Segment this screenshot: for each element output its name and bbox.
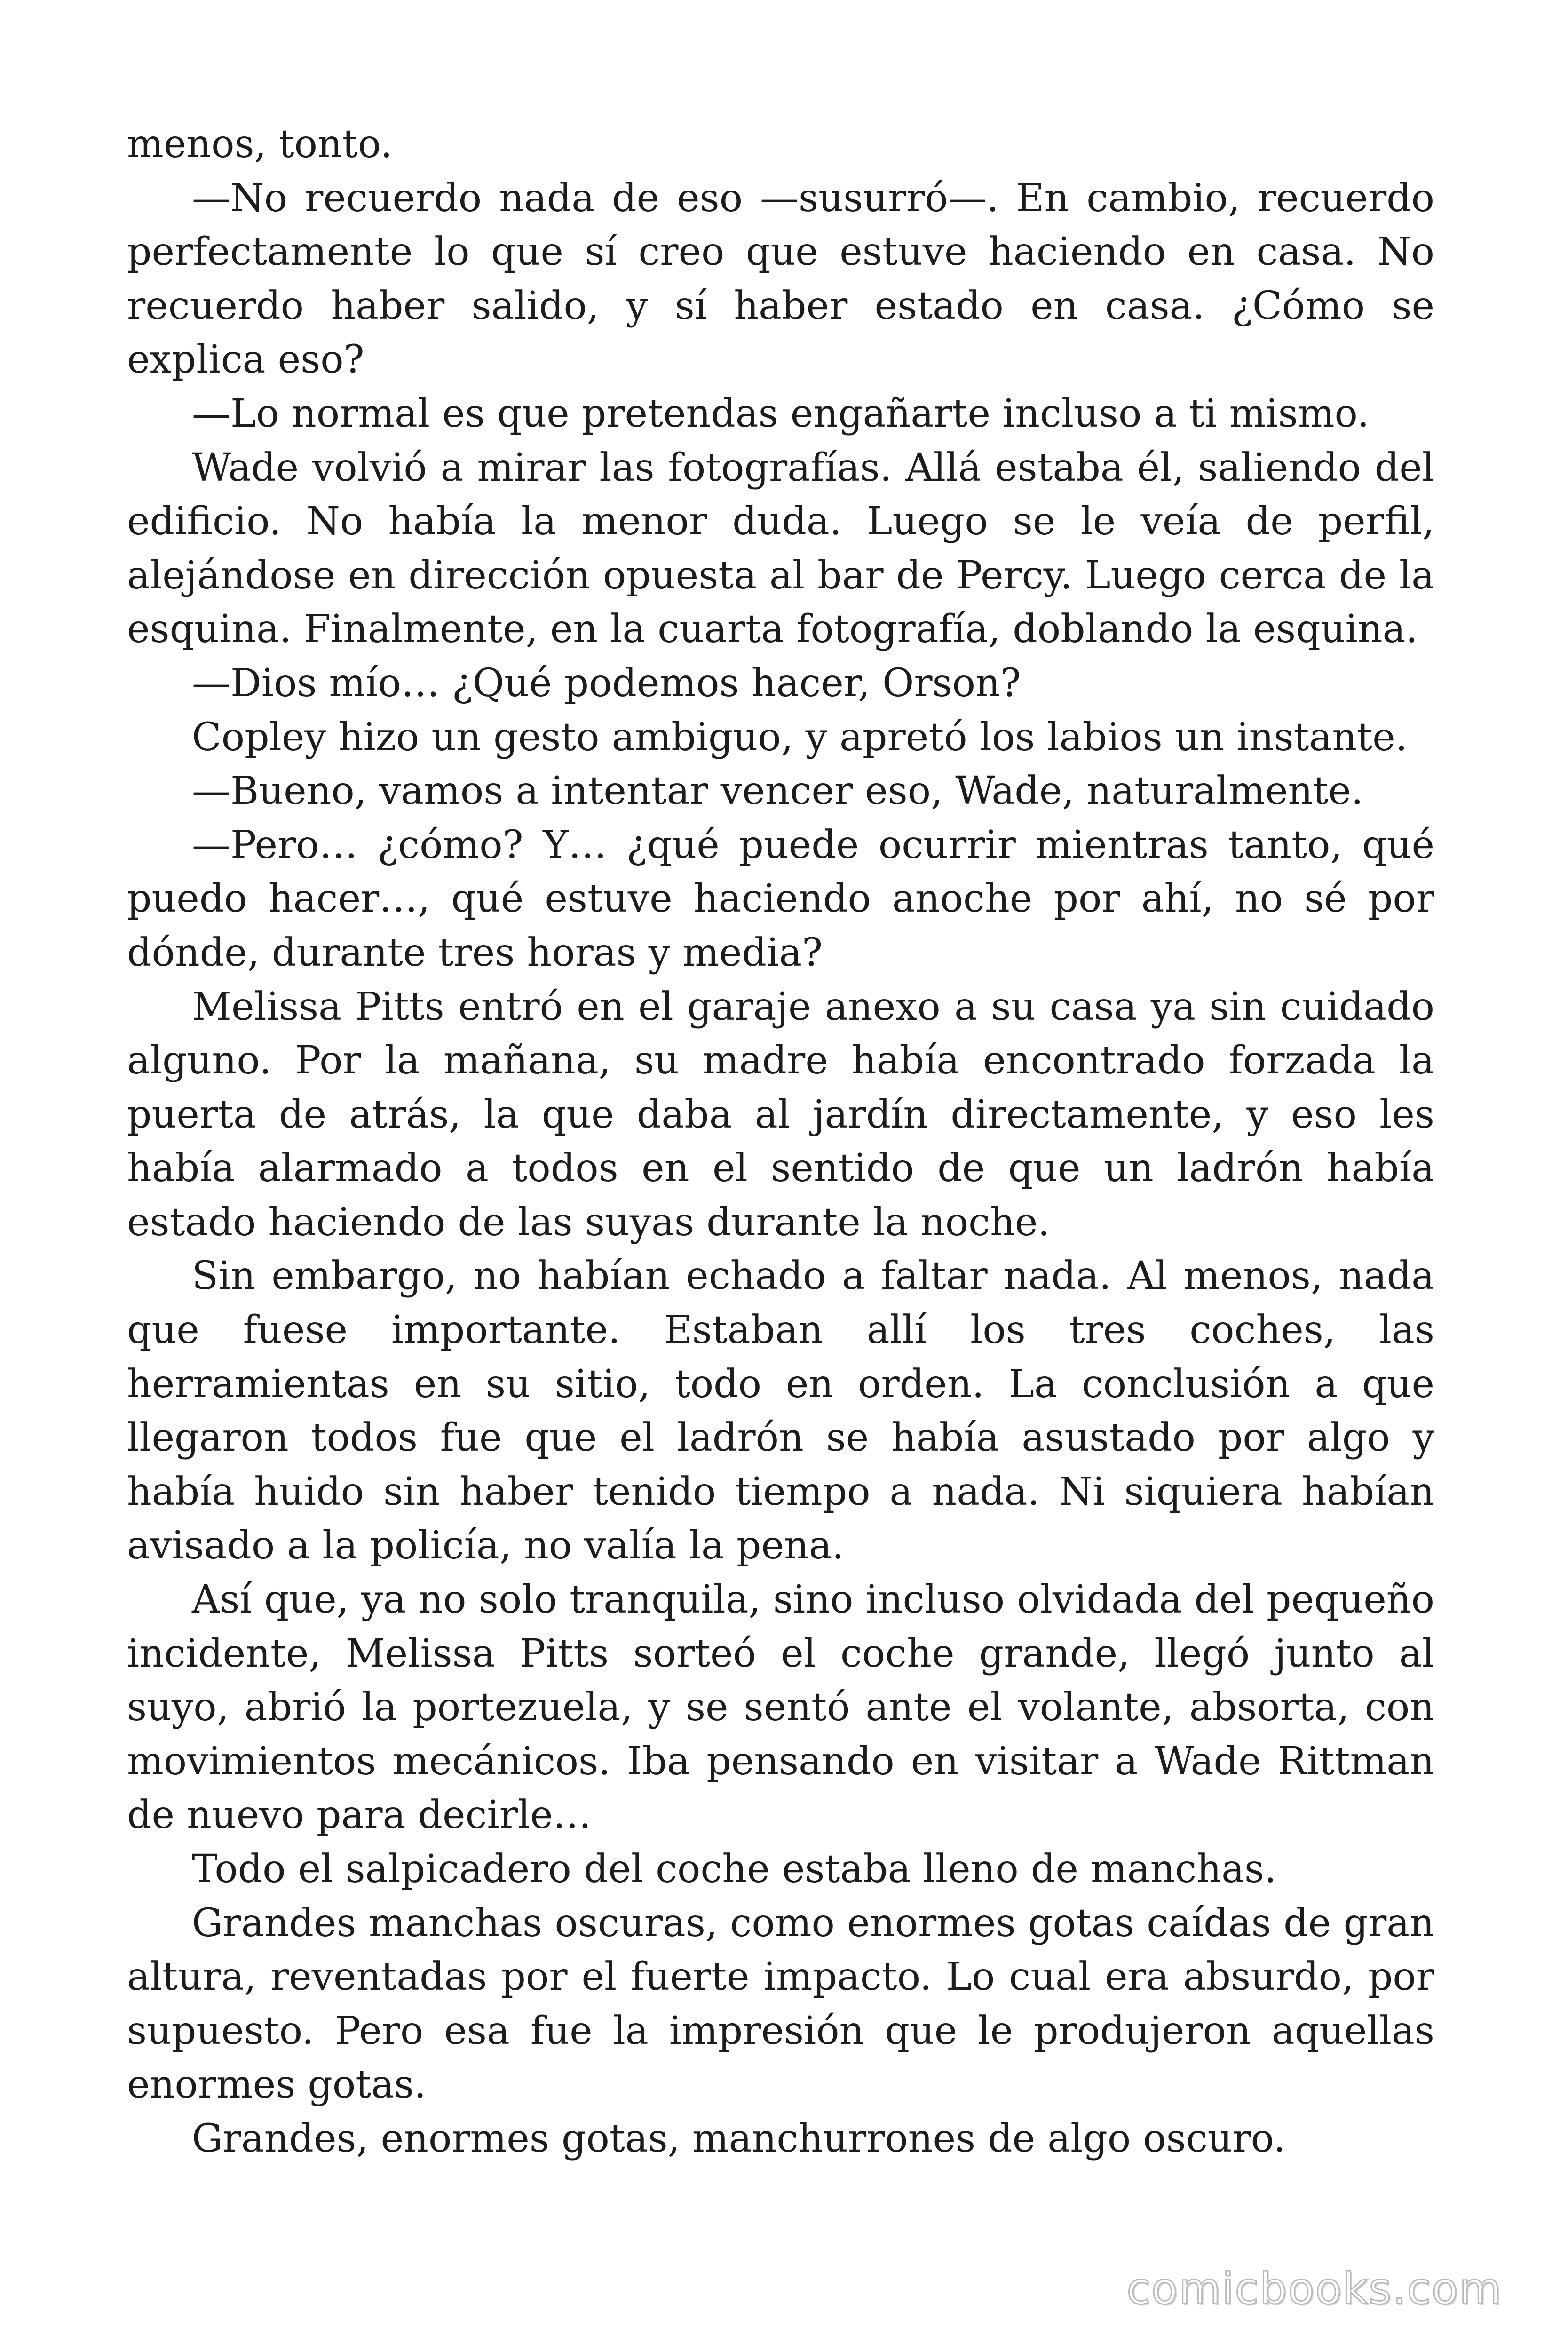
paragraph: Así que, ya no solo tranquila, sino incluso olvidada del pequeño incidente, Melissa Pitts sorteó el coche grande, llegó junto al suyo, abrió la portezuela, y se sentó ante el volante, absorta, con movimientos mecánicos. Iba pensando en visitar a Wade Rittman de nuevo para decirle… — [127, 1577, 1434, 1838]
paragraph: Todo el salpicadero del coche estaba lleno de manchas. — [192, 1847, 1277, 1891]
paragraph: Wade volvió a mirar las fotografías. Allá estaba él, saliendo del edificio. No había la menor duda. Luego se le veía de perfil, alejándose en dirección opuesta al bar de Percy. Luego cerca de la esquina. Finalmente, en la cuarta fotografía, doblando la esquina. — [127, 445, 1434, 652]
paragraph: —Bueno, vamos a intentar vencer eso, Wade, naturalmente. — [192, 769, 1363, 814]
paragraph: Melissa Pitts entró en el garaje anexo a su casa ya sin cuidado alguno. Por la mañana, su madre había encontrado forzada la puerta de atrás, la que daba al jardín directamente, y eso les había alarmado a todos en el sentido de que un ladrón había estado haciendo de las suyas durante la noche. — [127, 984, 1434, 1245]
paragraph: menos, tonto. — [127, 122, 393, 167]
paragraph: —Pero… ¿cómo? Y… ¿qué puede ocurrir mientras tanto, qué puedo hacer…, qué estuve haciendo anoche por ahí, no sé por dónde, durante tres horas y media? — [127, 822, 1434, 975]
paragraph: —Lo normal es que pretendas engañarte incluso a ti mismo. — [192, 391, 1370, 436]
watermark: comicbooks.com — [1126, 2264, 1502, 2314]
paragraph: —Dios mío… ¿Qué podemos hacer, Orson? — [192, 660, 1021, 706]
paragraph: Sin embargo, no habían echado a faltar nada. Al menos, nada que fuese importante. Estaban allí los tres coches, las herramientas en su sitio, todo en orden. La conclusión a que llegaron todos fue que el ladrón se había asustado por algo y había huido sin haber tenido tiempo a nada. Ni siquiera habían avisado a la policía, no valía la pena. — [127, 1254, 1434, 1568]
paragraph: Grandes manchas oscuras, como enormes gotas caídas de gran altura, reventadas por el fuerte impacto. Lo cual era absurdo, por supuesto. Pero esa fue la impresión que le produjeron aquellas enormes gotas. — [127, 1900, 1434, 2107]
paragraph: Copley hizo un gesto ambiguo, y apretó los labios un instante. — [192, 715, 1408, 760]
paragraph: —No recuerdo nada de eso —susurró—. En cambio, recuerdo perfectamente lo que sí creo que estuve haciendo en casa. No recuerdo haber salido, y sí haber estado en casa. ¿Cómo se explica eso? — [127, 175, 1434, 382]
paragraph: Grandes, enormes gotas, manchurrones de algo oscuro. — [192, 2116, 1286, 2161]
page-text — [127, 118, 1434, 2166]
